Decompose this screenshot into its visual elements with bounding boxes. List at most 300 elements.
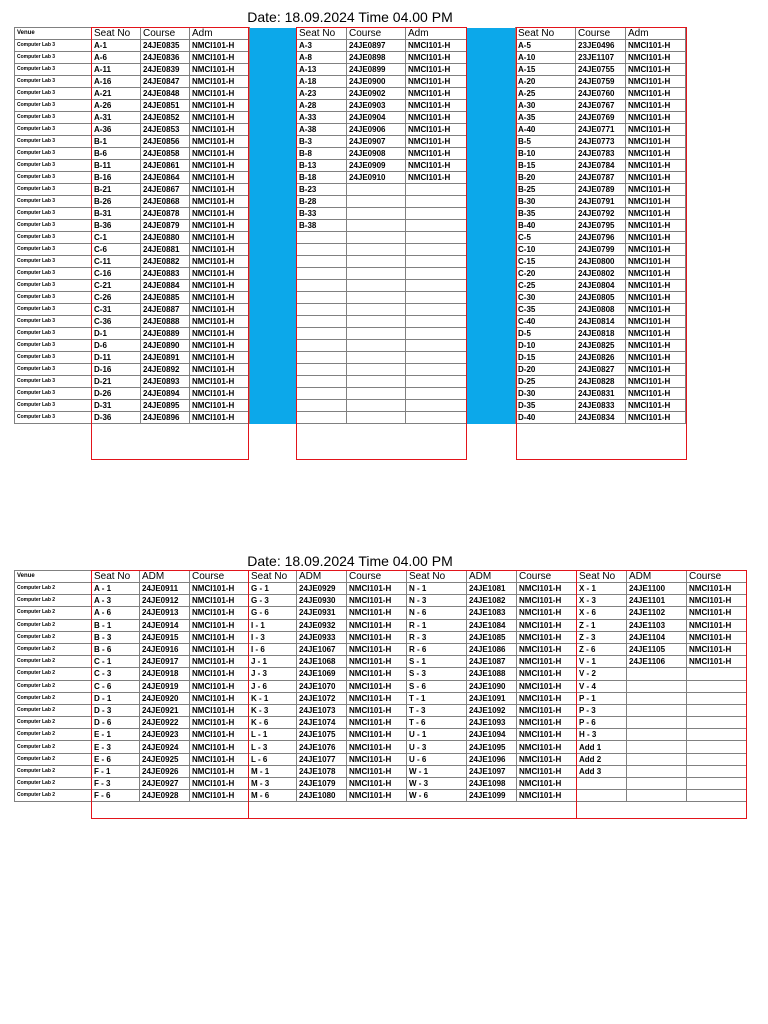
table-cell: 24JE0903 <box>347 100 406 112</box>
table-cell: 24JE1102 <box>627 607 687 619</box>
table-row <box>15 124 686 136</box>
venue-cell: Computer Lab 3 <box>15 64 92 76</box>
table-cell <box>297 280 347 292</box>
venue-header: Venue <box>15 28 92 40</box>
table-cell: D-26 <box>92 388 141 400</box>
venue-cell: Computer Lab 3 <box>15 280 92 292</box>
gap-cell <box>467 244 516 256</box>
table-cell: 24JE0880 <box>141 232 190 244</box>
table-cell <box>406 328 467 340</box>
table-cell: NMCI101-H <box>190 400 250 412</box>
table-cell: NMCI101-H <box>517 778 577 790</box>
table-cell: C-25 <box>516 280 576 292</box>
table-row <box>15 268 686 280</box>
gap-cell <box>250 172 297 184</box>
table-cell: B-20 <box>516 172 576 184</box>
gap-cell <box>250 76 297 88</box>
table-row <box>15 52 686 64</box>
gap-cell <box>250 40 297 52</box>
table-cell <box>347 208 406 220</box>
gap-cell <box>467 304 516 316</box>
table-cell: D-1 <box>92 328 141 340</box>
column-header: ADM <box>627 571 687 583</box>
table-cell: NMCI101-H <box>190 643 249 655</box>
table-cell <box>347 268 406 280</box>
table-cell: D-36 <box>92 412 141 424</box>
table-cell <box>406 184 467 196</box>
column-header: Seat No <box>577 571 627 583</box>
table-cell: 24JE1070 <box>297 680 347 692</box>
venue-cell: Computer Lab 3 <box>15 148 92 160</box>
table-cell <box>627 765 687 777</box>
gap-cell <box>250 208 297 220</box>
column-header: Adm <box>626 28 686 40</box>
table-cell: NMCI101-H <box>626 376 686 388</box>
gap-cell <box>250 268 297 280</box>
gap-cell <box>467 280 516 292</box>
venue-cell: Computer Lab 3 <box>15 292 92 304</box>
table-cell: NMCI101-H <box>626 208 686 220</box>
venue-cell: Computer Lab 3 <box>15 136 92 148</box>
table-cell: NMCI101-H <box>626 64 686 76</box>
table-cell: NMCI101-H <box>626 280 686 292</box>
venue-cell: Computer Lab 3 <box>15 76 92 88</box>
table-cell: S - 6 <box>407 680 467 692</box>
table-cell: P - 1 <box>577 692 627 704</box>
table-cell <box>687 778 747 790</box>
venue-cell: Computer Lab 2 <box>15 619 92 631</box>
table-cell: 24JE0879 <box>141 220 190 232</box>
table-cell: NMCI101-H <box>190 692 249 704</box>
gap-cell <box>250 160 297 172</box>
table-cell: NMCI101-H <box>190 583 249 595</box>
table-cell: M - 1 <box>249 765 297 777</box>
table-cell: 24JE1097 <box>467 765 517 777</box>
table-cell: NMCI101-H <box>626 364 686 376</box>
table-cell: NMCI101-H <box>190 388 250 400</box>
column-header: Adm <box>190 28 250 40</box>
table-cell: 24JE0882 <box>141 256 190 268</box>
gap-cell <box>250 400 297 412</box>
gap-cell <box>250 280 297 292</box>
table-cell: NMCI101-H <box>347 692 407 704</box>
table-cell <box>347 328 406 340</box>
table-cell <box>347 364 406 376</box>
section1-title: Date: 18.09.2024 Time 04.00 PM <box>247 9 453 25</box>
gap-cell <box>250 232 297 244</box>
table-cell: A-35 <box>516 112 576 124</box>
table-cell: 24JE0791 <box>576 196 626 208</box>
table-cell: NMCI101-H <box>190 717 249 729</box>
table-cell: B-25 <box>516 184 576 196</box>
table-cell: Add 3 <box>577 765 627 777</box>
table-cell: 24JE1082 <box>467 595 517 607</box>
table-cell: A-20 <box>516 76 576 88</box>
table-row <box>15 328 686 340</box>
table-cell: NMCI101-H <box>626 340 686 352</box>
table-cell: NMCI101-H <box>347 753 407 765</box>
table-cell <box>347 412 406 424</box>
venue-cell: Computer Lab 3 <box>15 340 92 352</box>
table-cell: 24JE1084 <box>467 619 517 631</box>
table-cell <box>687 680 747 692</box>
venue-cell: Computer Lab 3 <box>15 88 92 100</box>
table-cell: L - 3 <box>249 741 297 753</box>
gap-cell <box>467 376 516 388</box>
table-cell: Add 1 <box>577 741 627 753</box>
table-cell: X - 6 <box>577 607 627 619</box>
table-cell: 24JE1094 <box>467 729 517 741</box>
table-cell <box>406 220 467 232</box>
table-row <box>15 692 747 704</box>
venue-cell: Computer Lab 3 <box>15 208 92 220</box>
table-cell: 24JE0831 <box>576 388 626 400</box>
gap-cell <box>250 100 297 112</box>
table-cell: B-13 <box>297 160 347 172</box>
table-cell: 24JE0894 <box>141 388 190 400</box>
table-cell: 24JE0834 <box>576 412 626 424</box>
gap-cell <box>467 136 516 148</box>
table-cell: 24JE0802 <box>576 268 626 280</box>
table-cell: T - 3 <box>407 704 467 716</box>
table-cell: B-28 <box>297 196 347 208</box>
table-cell: 24JE0891 <box>141 352 190 364</box>
table-cell: NMCI101-H <box>347 631 407 643</box>
table-cell <box>627 790 687 802</box>
table-cell: NMCI101-H <box>190 340 250 352</box>
table-cell: NMCI101-H <box>517 583 577 595</box>
table-cell: NMCI101-H <box>406 52 467 64</box>
table-cell: C-35 <box>516 304 576 316</box>
gap-cell <box>250 88 297 100</box>
table-cell: M - 6 <box>249 790 297 802</box>
gap-cell <box>467 160 516 172</box>
table-cell: 24JE0908 <box>347 148 406 160</box>
gap-cell <box>250 220 297 232</box>
table-cell: B-1 <box>92 136 141 148</box>
table-cell: 24JE0889 <box>141 328 190 340</box>
table-cell: B - 1 <box>92 619 140 631</box>
table-cell: A-3 <box>297 40 347 52</box>
gap-cell <box>467 112 516 124</box>
table-row <box>15 352 686 364</box>
table-cell: 24JE0909 <box>347 160 406 172</box>
gap-cell <box>250 340 297 352</box>
table-cell: NMCI101-H <box>517 692 577 704</box>
table-cell: NMCI101-H <box>190 268 250 280</box>
table-cell: G - 3 <box>249 595 297 607</box>
table-cell: NMCI101-H <box>626 148 686 160</box>
table-cell: NMCI101-H <box>626 196 686 208</box>
table-cell: 24JE0927 <box>140 778 190 790</box>
gap-cell <box>467 340 516 352</box>
table-cell: NMCI101-H <box>190 40 250 52</box>
table-cell: NMCI101-H <box>190 172 250 184</box>
table-cell: 24JE0771 <box>576 124 626 136</box>
table-cell: NMCI101-H <box>190 656 249 668</box>
table-cell: 24JE0805 <box>576 292 626 304</box>
table-cell: 24JE0929 <box>297 583 347 595</box>
table-row <box>15 656 747 668</box>
table-cell: 24JE1100 <box>627 583 687 595</box>
table-cell: L - 6 <box>249 753 297 765</box>
table-cell: NMCI101-H <box>406 40 467 52</box>
table-cell <box>687 729 747 741</box>
table-cell <box>297 340 347 352</box>
table-cell: 24JE0792 <box>576 208 626 220</box>
gap-cell <box>250 148 297 160</box>
table-cell: NMCI101-H <box>517 619 577 631</box>
table-row <box>15 643 747 655</box>
table-cell: NMCI101-H <box>190 753 249 765</box>
gap-cell <box>467 316 516 328</box>
venue-cell: Computer Lab 2 <box>15 680 92 692</box>
table-cell: 24JE0898 <box>347 52 406 64</box>
table-cell: 24JE1072 <box>297 692 347 704</box>
table-cell: 24JE1079 <box>297 778 347 790</box>
venue-cell: Computer Lab 3 <box>15 364 92 376</box>
table-cell: B-26 <box>92 196 141 208</box>
venue-cell: Computer Lab 3 <box>15 256 92 268</box>
table-cell: V - 2 <box>577 668 627 680</box>
table-cell: A-5 <box>516 40 576 52</box>
venue-cell: Computer Lab 3 <box>15 268 92 280</box>
gap-cell <box>250 412 297 424</box>
table-cell <box>347 220 406 232</box>
table-cell: R - 6 <box>407 643 467 655</box>
table-cell <box>347 400 406 412</box>
table-cell: P - 3 <box>577 704 627 716</box>
table-cell: U - 6 <box>407 753 467 765</box>
table-cell: 24JE0931 <box>297 607 347 619</box>
table-cell: 24JE1091 <box>467 692 517 704</box>
table-cell: NMCI101-H <box>190 680 249 692</box>
table-cell <box>297 304 347 316</box>
table-cell: C-5 <box>516 232 576 244</box>
table-row <box>15 388 686 400</box>
table-cell: 24JE0847 <box>141 76 190 88</box>
table-cell: 24JE0861 <box>141 160 190 172</box>
seating-table-lab3 <box>14 27 686 424</box>
table-header-row <box>15 571 747 583</box>
gap-cell <box>467 40 516 52</box>
table-cell <box>347 232 406 244</box>
venue-cell: Computer Lab 3 <box>15 328 92 340</box>
table-cell: NMCI101-H <box>406 88 467 100</box>
table-cell: NMCI101-H <box>626 292 686 304</box>
table-cell <box>627 717 687 729</box>
table-cell: 24JE1088 <box>467 668 517 680</box>
table-cell: W - 6 <box>407 790 467 802</box>
table-cell: NMCI101-H <box>190 328 250 340</box>
column-header: Course <box>347 571 407 583</box>
table-cell: 24JE0902 <box>347 88 406 100</box>
table-header-row <box>15 28 686 40</box>
table-cell <box>687 765 747 777</box>
table-cell: 24JE1099 <box>467 790 517 802</box>
table-cell: B-15 <box>516 160 576 172</box>
table-cell <box>406 376 467 388</box>
table-cell: NMCI101-H <box>626 100 686 112</box>
table-row <box>15 619 747 631</box>
column-header: Seat No <box>92 28 141 40</box>
table-cell: S - 3 <box>407 668 467 680</box>
table-cell: NMCI101-H <box>347 595 407 607</box>
table-cell: E - 1 <box>92 729 140 741</box>
column-header: Seat No <box>516 28 576 40</box>
table-cell: NMCI101-H <box>190 790 249 802</box>
table-cell: NMCI101-H <box>406 160 467 172</box>
table-row <box>15 717 747 729</box>
venue-cell: Computer Lab 3 <box>15 220 92 232</box>
table-cell: NMCI101-H <box>190 220 250 232</box>
table-cell: C-16 <box>92 268 141 280</box>
venue-cell: Computer Lab 3 <box>15 244 92 256</box>
venue-cell: Computer Lab 3 <box>15 376 92 388</box>
table-cell: NMCI101-H <box>347 619 407 631</box>
table-row <box>15 704 747 716</box>
table-cell: W - 1 <box>407 765 467 777</box>
table-row <box>15 196 686 208</box>
table-cell: 24JE1087 <box>467 656 517 668</box>
table-cell: NMCI101-H <box>517 729 577 741</box>
table-cell: 24JE1075 <box>297 729 347 741</box>
table-cell: NMCI101-H <box>190 778 249 790</box>
table-cell: D-10 <box>516 340 576 352</box>
venue-cell: Computer Lab 2 <box>15 704 92 716</box>
table-cell: NMCI101-H <box>190 208 250 220</box>
table-cell: 24JE0911 <box>140 583 190 595</box>
column-header: Seat No <box>92 571 140 583</box>
venue-cell: Computer Lab 3 <box>15 352 92 364</box>
table-cell: 24JE0784 <box>576 160 626 172</box>
table-cell: X - 3 <box>577 595 627 607</box>
table-cell: NMCI101-H <box>687 583 747 595</box>
table-cell: NMCI101-H <box>406 112 467 124</box>
table-cell: NMCI101-H <box>626 412 686 424</box>
table-cell: A - 6 <box>92 607 140 619</box>
table-cell: D-15 <box>516 352 576 364</box>
table-cell: B-30 <box>516 196 576 208</box>
table-cell: 24JE1078 <box>297 765 347 777</box>
gap-cell <box>467 124 516 136</box>
table-row <box>15 220 686 232</box>
table-cell: F - 3 <box>92 778 140 790</box>
table-cell: S - 1 <box>407 656 467 668</box>
table-cell: NMCI101-H <box>190 88 250 100</box>
table-cell: 24JE0921 <box>140 704 190 716</box>
table-cell: 24JE0910 <box>347 172 406 184</box>
table-cell: 24JE0928 <box>140 790 190 802</box>
table-cell: A-8 <box>297 52 347 64</box>
table-cell: 24JE1086 <box>467 643 517 655</box>
table-row <box>15 76 686 88</box>
table-row <box>15 595 747 607</box>
table-cell: 24JE0836 <box>141 52 190 64</box>
table-cell: B-16 <box>92 172 141 184</box>
venue-cell: Computer Lab 2 <box>15 790 92 802</box>
table-cell: NMCI101-H <box>190 595 249 607</box>
table-cell: NMCI101-H <box>190 729 249 741</box>
table-cell <box>347 304 406 316</box>
table-cell <box>687 717 747 729</box>
table-cell: D-16 <box>92 364 141 376</box>
table-cell: A-6 <box>92 52 141 64</box>
table-cell: G - 6 <box>249 607 297 619</box>
table-cell: 24JE1069 <box>297 668 347 680</box>
table-cell: A-16 <box>92 76 141 88</box>
table-cell: NMCI101-H <box>190 280 250 292</box>
table-cell: A-26 <box>92 100 141 112</box>
table-cell: NMCI101-H <box>626 88 686 100</box>
table-cell <box>297 364 347 376</box>
table-cell: 24JE0930 <box>297 595 347 607</box>
table-cell: NMCI101-H <box>406 172 467 184</box>
table-cell: B - 3 <box>92 631 140 643</box>
table-cell: 24JE1077 <box>297 753 347 765</box>
table-cell: 24JE0917 <box>140 656 190 668</box>
table-cell <box>406 244 467 256</box>
table-cell: A-10 <box>516 52 576 64</box>
gap-cell <box>467 172 516 184</box>
table-cell <box>406 412 467 424</box>
table-cell <box>627 680 687 692</box>
gap-cell <box>467 256 516 268</box>
table-cell: NMCI101-H <box>626 232 686 244</box>
table-cell <box>687 668 747 680</box>
table-cell: NMCI101-H <box>190 631 249 643</box>
table-cell <box>347 388 406 400</box>
gap-cell <box>250 196 297 208</box>
table-cell: 23JE0496 <box>576 40 626 52</box>
table-row <box>15 741 747 753</box>
table-cell <box>347 352 406 364</box>
table-cell <box>577 778 627 790</box>
table-row <box>15 280 686 292</box>
table-cell: NMCI101-H <box>517 668 577 680</box>
table-cell <box>687 692 747 704</box>
table-cell: U - 1 <box>407 729 467 741</box>
table-cell <box>297 328 347 340</box>
table-cell: 24JE0892 <box>141 364 190 376</box>
table-cell: NMCI101-H <box>190 244 250 256</box>
table-cell: 24JE1103 <box>627 619 687 631</box>
table-cell: C-31 <box>92 304 141 316</box>
table-cell: 24JE0759 <box>576 76 626 88</box>
table-cell: NMCI101-H <box>190 124 250 136</box>
table-cell: A-38 <box>297 124 347 136</box>
table-cell: 24JE0818 <box>576 328 626 340</box>
table-cell <box>406 388 467 400</box>
table-cell <box>406 196 467 208</box>
table-cell: NMCI101-H <box>190 364 250 376</box>
table-cell: X - 1 <box>577 583 627 595</box>
gap-cell <box>250 388 297 400</box>
table-cell: 24JE0827 <box>576 364 626 376</box>
table-cell <box>406 340 467 352</box>
table-cell: B-8 <box>297 148 347 160</box>
table-cell: 24JE0912 <box>140 595 190 607</box>
table-cell: B-5 <box>516 136 576 148</box>
gap-cell <box>467 352 516 364</box>
table-cell: C-20 <box>516 268 576 280</box>
table-cell: NMCI101-H <box>517 656 577 668</box>
table-cell: NMCI101-H <box>190 704 249 716</box>
table-cell: 24JE0932 <box>297 619 347 631</box>
table-cell: NMCI101-H <box>347 656 407 668</box>
table-cell: J - 1 <box>249 656 297 668</box>
table-cell: 24JE0919 <box>140 680 190 692</box>
